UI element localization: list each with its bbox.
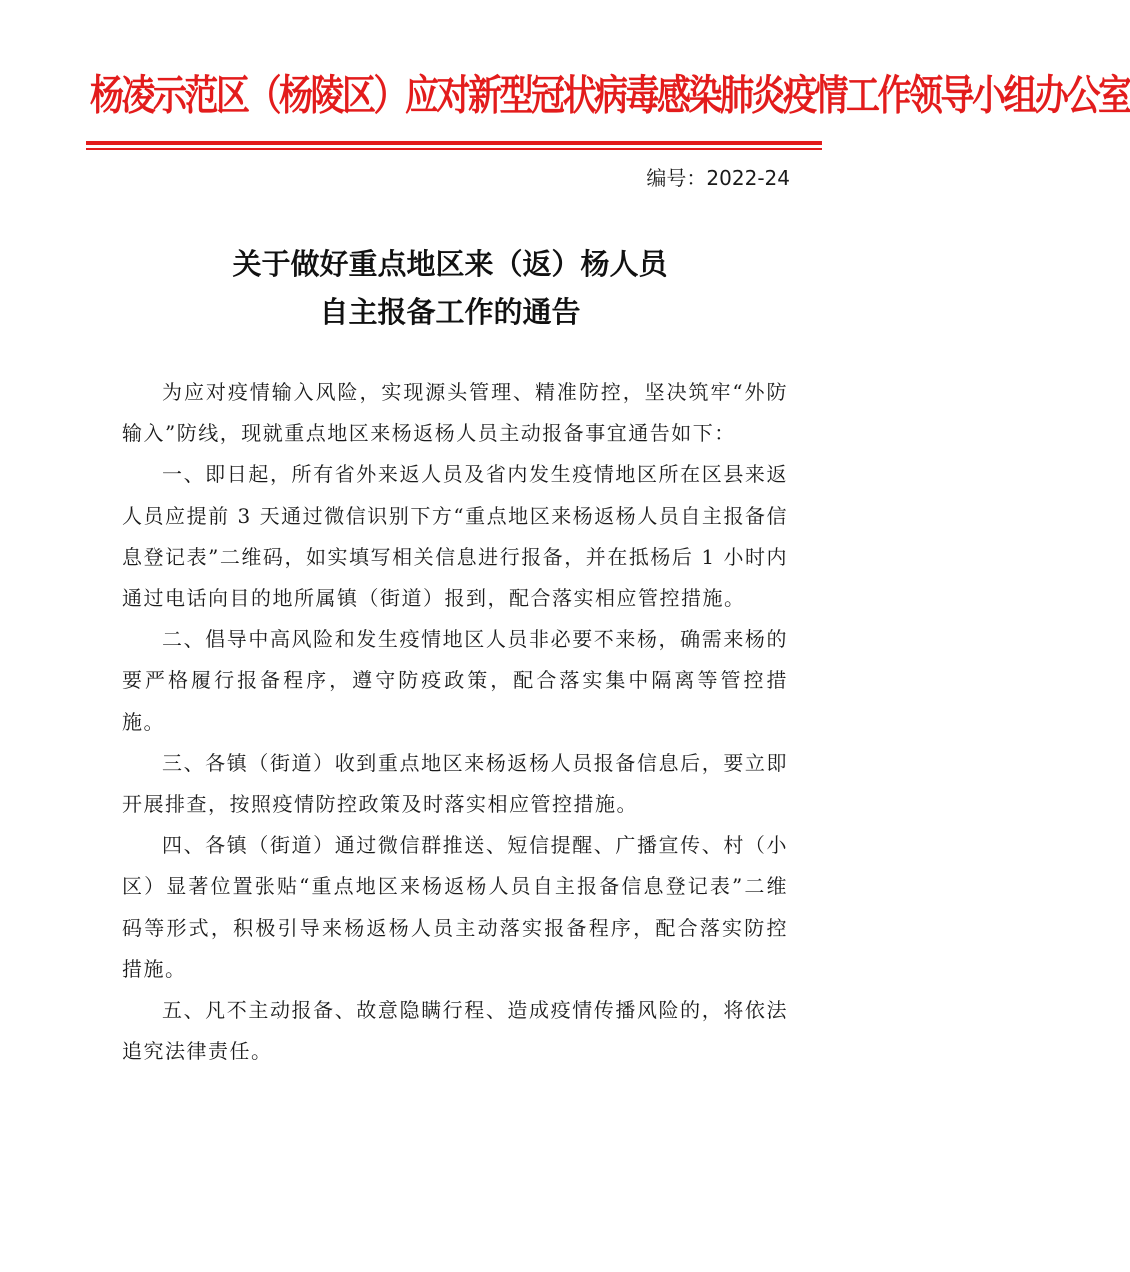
document-title [90, 240, 810, 336]
document-number: 编号：2022-24 [646, 166, 790, 190]
document-body [122, 372, 788, 1072]
title-line-2: 自主报备工作的通告 [319, 295, 581, 329]
item-paragraph-1: 一、即日起，所有省外来返人员及省内发生疫情地区所在区县来返人员应提前 3 天通过微信识别下方“重点地区来杨返杨人员自主报备信息登记表”二维码，如实填写相关信息进行报备，并在抵杨后 1 小时内通过电话向目的地所属镇（街道）报到，配合落实相应管控措施。 [122, 462, 788, 611]
item-paragraph-4: 四、各镇（街道）通过微信群推送、短信提醒、广播宣传、村（小区）显著位置张贴“重点地区来杨返杨人员自主报备信息登记表”二维码等形式，积极引导来杨返杨人员主动落实报备程序，配合落实防控措施。 [122, 833, 788, 981]
item-paragraph-3: 三、各镇（街道）收到重点地区来杨返杨人员报备信息后，要立即开展排查，按照疫情防控政策及时落实相应管控措施。 [122, 750, 788, 817]
item-paragraph-2: 二、倡导中高风险和发生疫情地区人员非必要不来杨，确需来杨的要严格履行报备程序，遵守防疫政策，配合落实集中隔离等管控措施。 [122, 627, 788, 734]
red-header-rule-thick [86, 141, 822, 145]
title-line-1: 关于做好重点地区来（返）杨人员 [232, 247, 668, 281]
item-paragraph-5: 五、凡不主动报备、故意隐瞒行程、造成疫情传播风险的，将依法追究法律责任。 [122, 998, 788, 1064]
issuing-organization-header: 杨凌示范区（杨陵区）应对新型冠状病毒感染肺炎疫情工作领导小组办公室 [90, 71, 1130, 121]
intro-paragraph: 为应对疫情输入风险，实现源头管理、精准防控，坚决筑牢“外防输入”防线，现就重点地区来杨返杨人员主动报备事宜通告如下： [122, 380, 788, 446]
red-header-rule-thin [86, 148, 822, 150]
